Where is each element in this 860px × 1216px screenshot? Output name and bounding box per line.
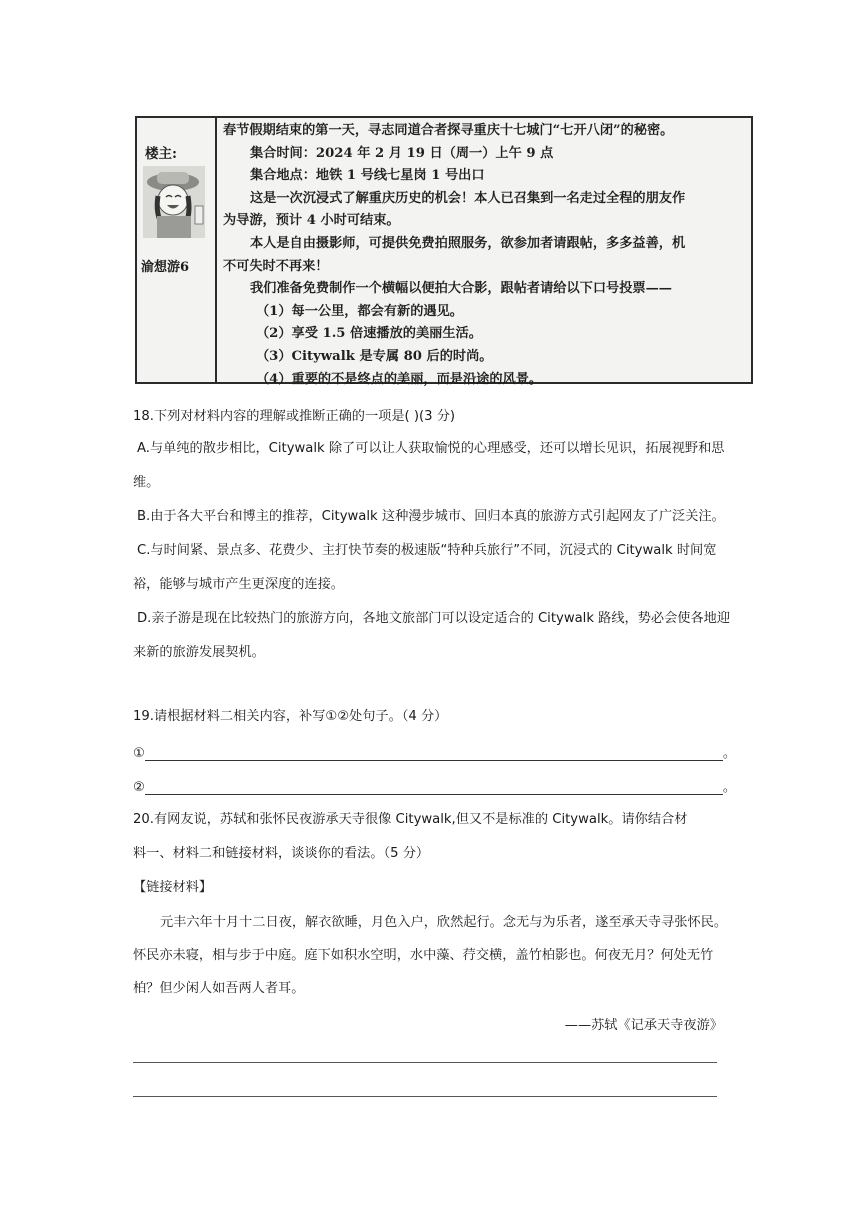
blank-rule (145, 780, 723, 795)
slogan-option: （2）享受 1.5 倍速播放的美丽生活。 (256, 326, 482, 342)
answer-blank-1[interactable] (133, 742, 736, 761)
forum-post-table (135, 116, 753, 387)
post-line: 本人是自由摄影师，可提供免费拍照服务，欲参加者请跟帖，多多益善，机 (250, 235, 686, 251)
slogan-option: （4）重要的不是终点的美丽，而是沿途的风景。 (256, 371, 543, 387)
blank-rule (145, 746, 723, 761)
option-d: D.亲子游是现在比较热门的旅游方向，各地文旅部门可以设定适合的 Citywalk 路线，势必会使各地迎来新的旅游发展契机。 (133, 611, 731, 660)
option-b: B.由于各大平台和博主的推荐，Citywalk 这种漫步城市、回归本真的旅游方式引起网友了广泛关注。 (137, 509, 725, 524)
link-passage (133, 906, 733, 1005)
blank-end: 。 (722, 780, 737, 795)
link-material-title: 【链接材料】 (133, 880, 213, 895)
passage-text: 元丰六年十月十二日夜，解衣欲睡，月色入户，欣然起行。念无与为乐者，遂至承天寺寻张怀民。怀民亦未寝，相与步于中庭。庭下如积水空明，水中藻、荇交横，盖竹柏影也。何夜无月？何处无竹柏？但少闲人如吾两人者耳。 (133, 915, 728, 996)
blank-marker: ① (133, 746, 145, 761)
blank-end: 。 (722, 746, 737, 761)
username: 渝想游6 (141, 260, 190, 275)
post-line: 春节假期结束的第一天，寻志同道合者探寻重庆十七城门“七开八闭”的秘密。 (223, 123, 674, 138)
option-c: C.与时间紧、景点多、花费少、主打快节奏的极速版“特种兵旅行”不同，沉浸式的 Citywalk 时间宽裕，能够与城市产生更深度的连接。 (133, 543, 717, 592)
question-20-stem: 20.有网友说，苏轼和张怀民夜游承天寺很像 Citywalk,但又不是标准的 Citywalk。请你结合材 (133, 812, 688, 827)
post-line: 集合时间：2024 年 2 月 19 日（周一）上午 9 点 (250, 145, 554, 161)
slogan-option: （3）Citywalk 是专属 80 后的时尚。 (256, 348, 493, 364)
question-18-stem: 18.下列对材料内容的理解或推断正确的一项是( )(3 分) (133, 409, 456, 424)
forum-user-column (137, 118, 217, 382)
answer-line[interactable] (133, 1096, 717, 1097)
question-20-stem-cont: 料一、材料二和链接材料，谈谈你的看法。（5 分） (133, 846, 430, 861)
avatar (143, 166, 205, 238)
answer-blank-2[interactable] (133, 776, 736, 795)
post-line: 这是一次沉浸式了解重庆历史的机会！本人已召集到一名走过全程的朋友作 (250, 190, 686, 206)
post-line: 我们准备免费制作一个横幅以便拍大合影，跟帖者请给以下口号投票—— (250, 281, 672, 297)
post-line: 为导游，预计 4 小时可结束。 (223, 213, 400, 229)
post-line: 集合地点：地铁 1 号线七星岗 1 号出口 (250, 168, 485, 184)
slogan-option: （1）每一公里，都会有新的遇见。 (256, 303, 463, 319)
forum-post-content (217, 118, 751, 387)
answer-line[interactable] (133, 1062, 717, 1063)
option-a: A.与单纯的散步相比，Citywalk 除了可以让人获取愉悦的心理感受，还可以增长见识，拓展视野和思维。 (133, 441, 725, 490)
blank-marker: ② (133, 780, 145, 795)
question-19-stem: 19.请根据材料二相关内容，补写①②处句子。（4 分） (133, 709, 448, 724)
attribution: ——苏轼《记承天寺夜游》 (564, 1018, 723, 1033)
post-line: 不可失时不再来！ (223, 258, 329, 274)
host-label: 楼主: (145, 146, 177, 162)
question-18-options (133, 432, 733, 670)
